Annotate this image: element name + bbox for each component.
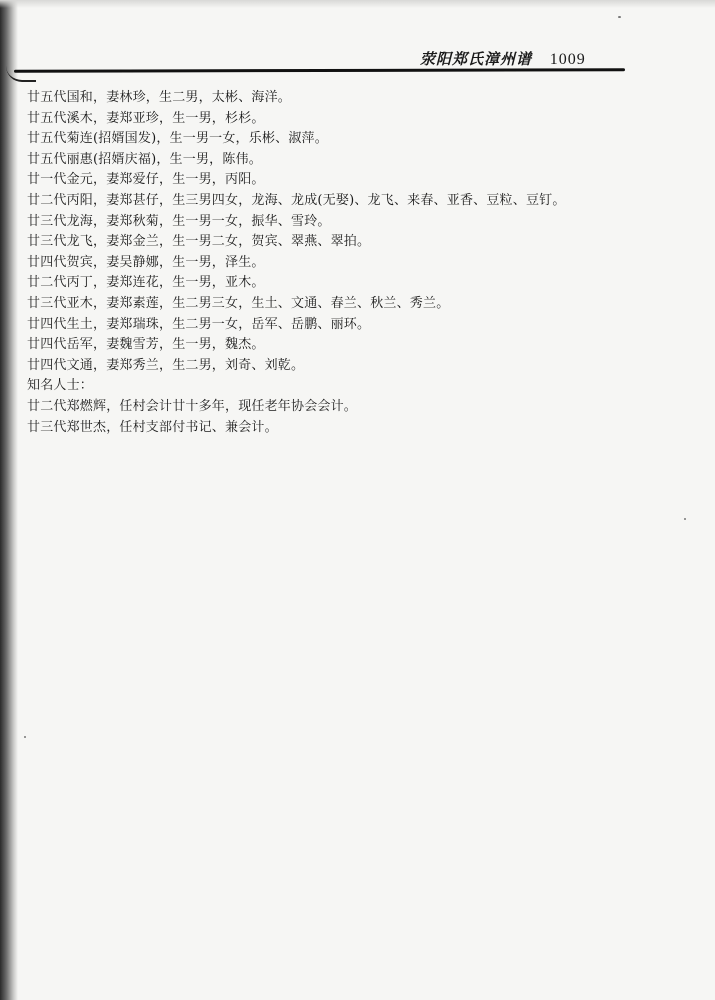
text-line: 廿二代郑燃辉，任村会计廿十多年，现任老年协会会计。 xyxy=(27,398,358,414)
text-line: 廿二代丙丁，妻郑连花，生一男，亚木。 xyxy=(27,275,265,291)
text-line: 廿三代郑世杰，任村支部付书记、兼会计。 xyxy=(27,419,278,435)
text-line: 廿五代丽惠(招婿庆福)，生一男，陈伟。 xyxy=(27,151,262,167)
running-header xyxy=(420,48,670,70)
text-line: 廿四代生土，妻郑瑞珠，生二男一女，岳军、岳鹏、丽环。 xyxy=(27,316,371,332)
text-line: 廿四代文通，妻郑秀兰，生二男，刘奇、刘乾。 xyxy=(27,357,305,373)
text-line: 廿三代龙飞，妻郑金兰，生一男二女，贺宾、翠燕、翠拍。 xyxy=(27,234,371,250)
text-line: 廿三代龙海，妻郑秋菊，生一男一女，振华、雪玲。 xyxy=(27,213,331,229)
text-line: 廿四代岳军，妻魏雪芳，生一男，魏杰。 xyxy=(27,337,265,353)
header-rule xyxy=(14,68,625,73)
text-line: 廿一代金元，妻郑爱仔，生一男，丙阳。 xyxy=(27,172,265,188)
text-line: 廿五代菊连(招婿国发)，生一男一女，乐彬、淑萍。 xyxy=(27,131,328,147)
section-heading: 知名人士： xyxy=(27,378,94,394)
scan-speck xyxy=(618,16,621,18)
genealogy-text xyxy=(27,88,687,438)
book-title: 荥阳郑氏漳州谱 xyxy=(420,50,533,68)
binding-shadow xyxy=(0,0,18,1000)
scan-speck xyxy=(24,736,26,738)
text-line: 廿三代亚木，妻郑素莲，生二男三女，生土、文通、春兰、秋兰、秀兰。 xyxy=(27,295,450,311)
page-number: 1009 xyxy=(549,51,586,68)
text-line: 廿五代溪木，妻郑亚珍，生一男，杉杉。 xyxy=(27,110,265,126)
text-line: 廿四代贺宾，妻吴静娜，生一男，泽生。 xyxy=(27,254,265,270)
text-line: 廿五代国和，妻林珍，生二男，太彬、海洋。 xyxy=(27,90,292,105)
scan-speck xyxy=(684,518,686,520)
top-edge-shadow xyxy=(0,0,715,8)
text-line: 廿二代丙阳，妻郑甚仔，生三男四女，龙海、龙成(无娶)、龙飞、来春、亚香、豆粒、豆钉。 xyxy=(27,192,566,208)
